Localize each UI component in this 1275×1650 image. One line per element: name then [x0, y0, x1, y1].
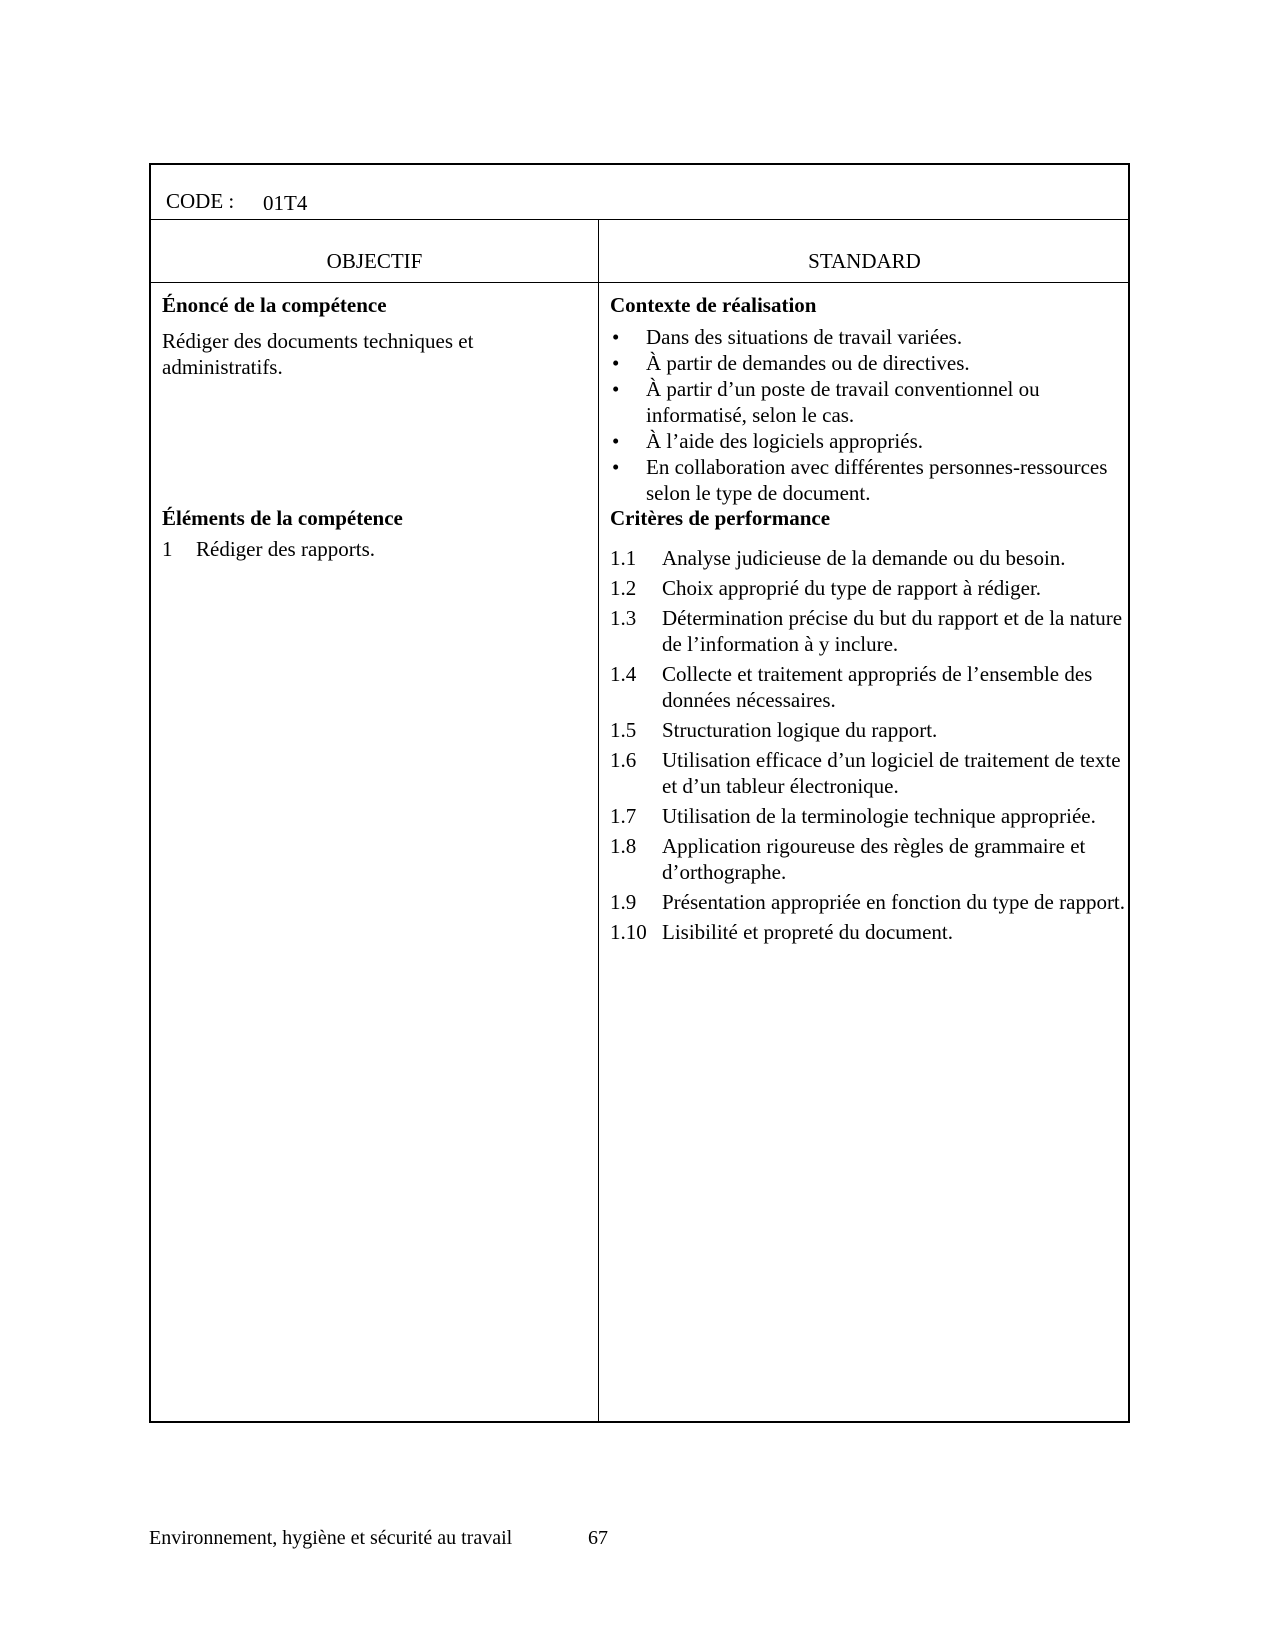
critere-number: 1.6	[610, 748, 637, 772]
criteres-heading: Critères de performance	[610, 506, 831, 530]
contexte-list	[610, 324, 1120, 506]
list-item	[610, 575, 1125, 601]
list-item	[610, 919, 1125, 945]
bullet-icon: •	[612, 351, 620, 375]
critere-text: Structuration logique du rapport.	[662, 718, 938, 742]
critere-text: Application rigoureuse des règles de grammaire et d’orthographe.	[662, 834, 1086, 884]
critere-text: Présentation appropriée en fonction du type de rapport.	[662, 890, 1126, 914]
element-number: 1	[162, 537, 173, 561]
critere-number: 1.10	[610, 920, 647, 944]
critere-text: Analyse judicieuse de la demande ou du besoin.	[662, 546, 1066, 570]
list-item	[610, 454, 1120, 506]
list-item	[610, 747, 1125, 799]
competency-table	[149, 163, 1130, 1423]
list-item	[610, 545, 1125, 571]
list-item	[610, 605, 1125, 657]
enonce-text: Rédiger des documents techniques et administratifs.	[162, 329, 474, 379]
list-item	[610, 428, 1120, 454]
code-row	[151, 165, 1128, 220]
list-item	[610, 661, 1125, 713]
contexte-item-text: À partir de demandes ou de directives.	[646, 351, 970, 375]
column-divider	[598, 219, 599, 1421]
list-item	[610, 717, 1125, 743]
enonce-heading: Énoncé de la compétence	[162, 293, 387, 317]
critere-number: 1.4	[610, 662, 637, 686]
critere-number: 1.9	[610, 890, 637, 914]
critere-number: 1.2	[610, 576, 637, 600]
footer-title: Environnement, hygiène et sécurité au travail	[149, 1527, 513, 1549]
bullet-icon: •	[612, 429, 620, 453]
critere-number: 1.7	[610, 804, 637, 828]
list-item	[610, 889, 1125, 915]
bullet-icon: •	[612, 455, 620, 479]
list-item	[610, 803, 1125, 829]
critere-number: 1.3	[610, 606, 637, 630]
critere-text: Lisibilité et propreté du document.	[662, 920, 954, 944]
critere-text: Détermination précise du but du rapport et de la nature de l’information à y inclure.	[662, 606, 1123, 656]
list-item	[610, 324, 1120, 350]
list-item	[610, 376, 1120, 428]
contexte-item-text: À partir d’un poste de travail conventionnel ou informatisé, selon le cas.	[646, 377, 1040, 427]
contexte-item-text: À l’aide des logiciels appropriés.	[646, 429, 923, 453]
critere-text: Utilisation de la terminologie technique appropriée.	[662, 804, 1096, 828]
code-label: CODE :	[166, 189, 235, 213]
standard-header: STANDARD	[808, 249, 921, 273]
critere-number: 1.5	[610, 718, 637, 742]
bullet-icon: •	[612, 377, 620, 401]
critere-number: 1.8	[610, 834, 637, 858]
list-item	[610, 350, 1120, 376]
objectif-header: OBJECTIF	[326, 249, 423, 273]
critere-text: Utilisation efficace d’un logiciel de traitement de texte et d’un tableur électronique.	[662, 748, 1121, 798]
critere-text: Choix approprié du type de rapport à rédiger.	[662, 576, 1042, 600]
contexte-item-text: En collaboration avec différentes personnes-ressources selon le type de document.	[646, 455, 1108, 505]
code-value: 01T4	[263, 191, 308, 215]
list-item	[610, 833, 1125, 885]
element-text: Rédiger des rapports.	[196, 537, 376, 561]
contexte-heading: Contexte de réalisation	[610, 293, 817, 317]
page-number: 67	[588, 1527, 608, 1549]
critere-text: Collecte et traitement appropriés de l’ensemble des données nécessaires.	[662, 662, 1093, 712]
contexte-item-text: Dans des situations de travail variées.	[646, 325, 963, 349]
elements-heading: Éléments de la compétence	[162, 506, 403, 530]
header-divider	[151, 282, 1128, 283]
bullet-icon: •	[612, 325, 620, 349]
criteres-list	[610, 545, 1125, 949]
critere-number: 1.1	[610, 546, 637, 570]
